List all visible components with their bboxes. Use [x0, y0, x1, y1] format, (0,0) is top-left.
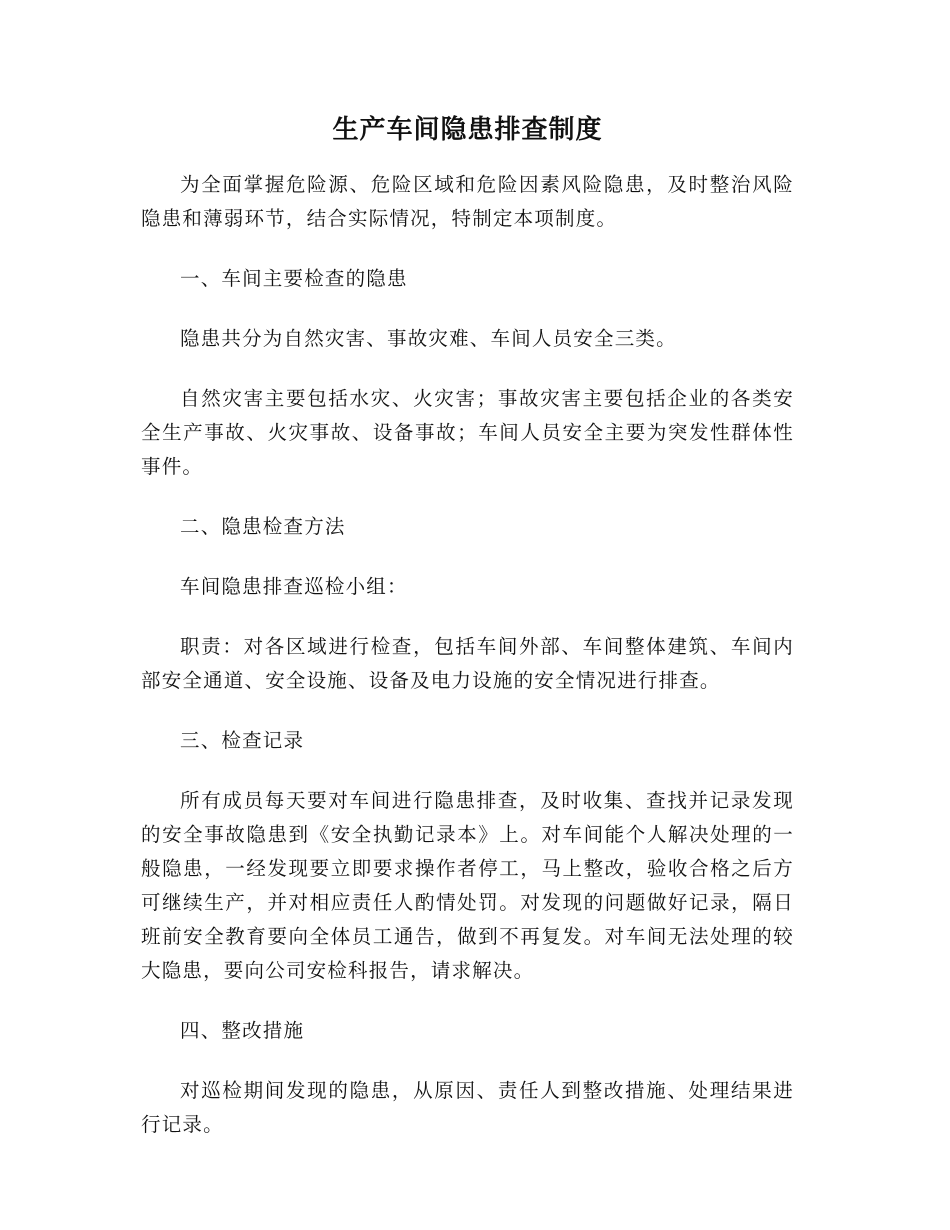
paragraph-rectification: 对巡检期间发现的隐患，从原因、责任人到整改措施、处理结果进行记录。: [141, 1079, 794, 1136]
paragraph-hazard-details: 自然灾害主要包括水灾、火灾害；事故灾害主要包括企业的各类安全生产事故、火灾事故、设备事故；车间人员安全主要为突发性群体性事件。: [141, 387, 794, 478]
section-heading-2: 二、隐患检查方法: [180, 515, 346, 538]
section-heading-4: 四、整改措施: [180, 1019, 305, 1042]
paragraph-responsibilities: 职责：对各区域进行检查，包括车间外部、车间整体建筑、车间内部安全通道、安全设施、设备及电力设施的安全情况进行排查。: [141, 635, 794, 692]
section-heading-1: 一、车间主要检查的隐患: [180, 267, 408, 290]
intro-paragraph: 为全面掌握危险源、危险区域和危险因素风险隐患，及时整治风险隐患和薄弱环节，结合实际情况，特制定本项制度。: [141, 173, 794, 230]
paragraph-inspection-records: 所有成员每天要对车间进行隐患排查，及时收集、查找并记录发现的安全事故隐患到《安全执勤记录本》上。对车间能个人解决处理的一般隐患，一经发现要立即要求操作者停工，马上整改，验收合格之后方可继续生产，并对相应责任人酌情处罚。对发现的问题做好记录，隔日班前安全教育要向全体员工通告，做到不再复发。对车间无法处理的较大隐患，要向公司安检科报告，请求解决。: [141, 789, 794, 982]
paragraph-inspection-team: 车间隐患排查巡检小组：: [180, 575, 408, 598]
paragraph-hazard-types: 隐患共分为自然灾害、事故灾难、车间人员安全三类。: [180, 327, 677, 350]
document-title: 生产车间隐患排查制度: [332, 115, 603, 145]
section-heading-3: 三、检查记录: [180, 729, 305, 752]
